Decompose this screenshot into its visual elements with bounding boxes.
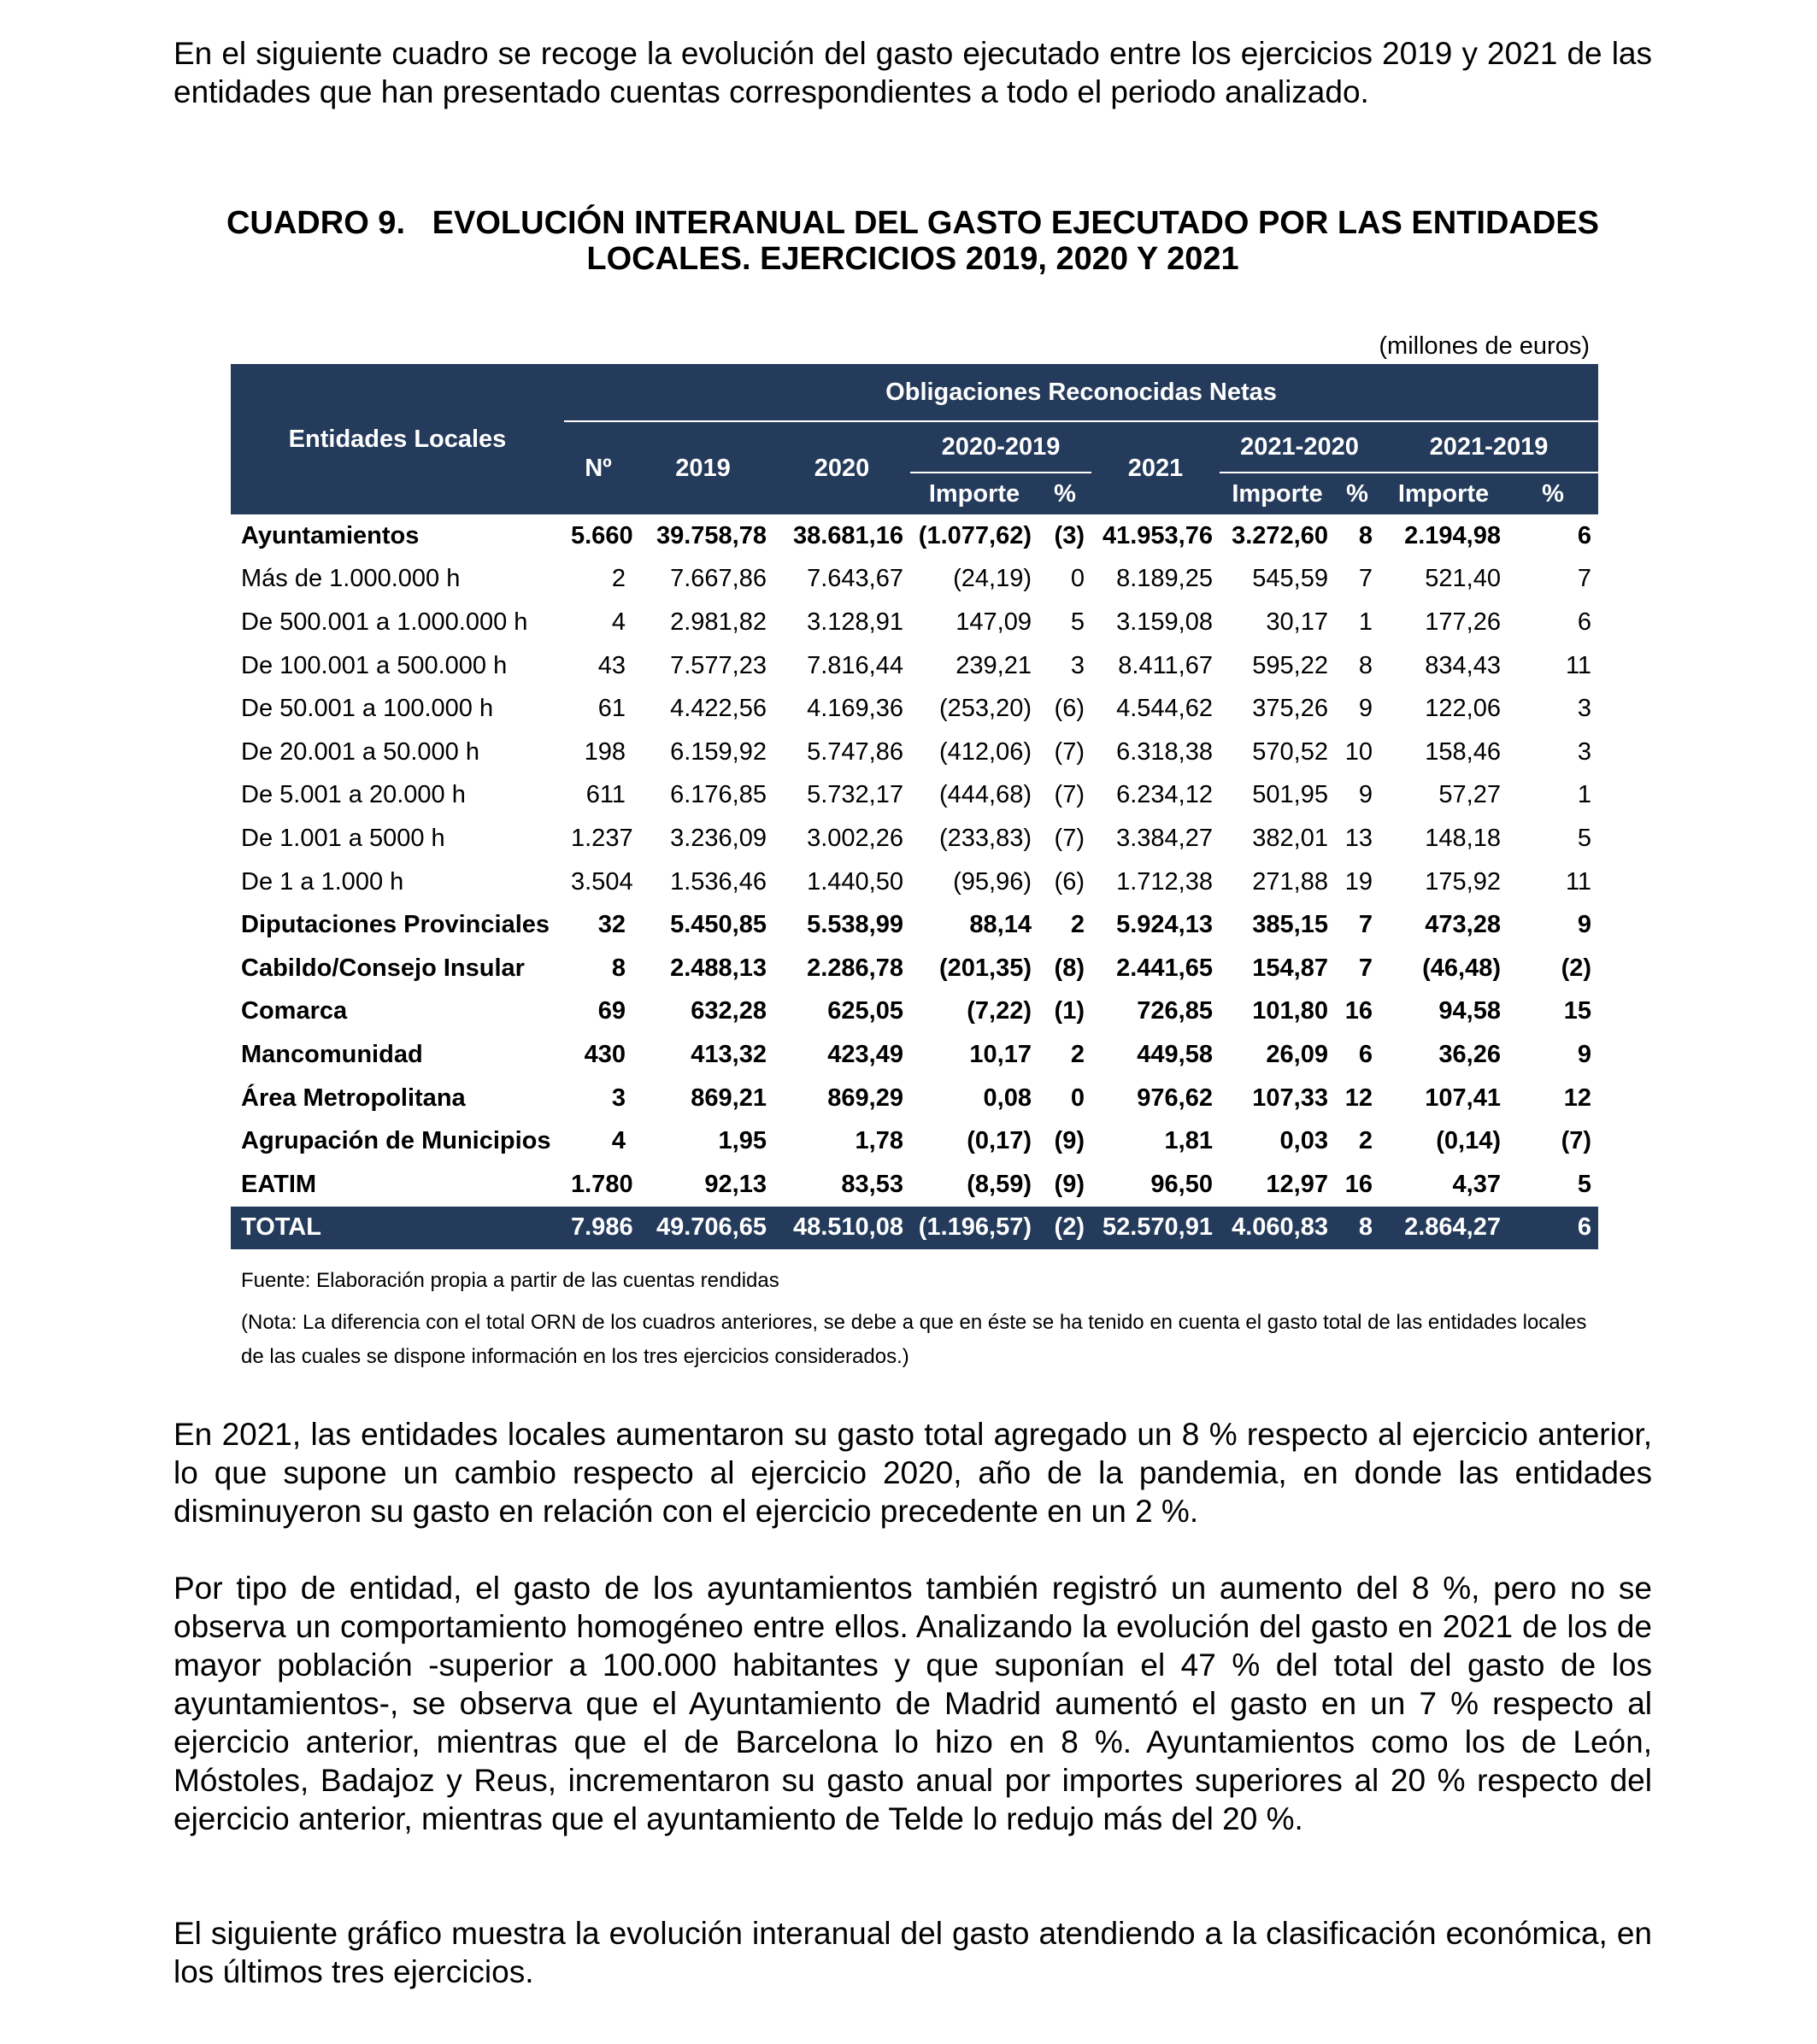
row-cell: 4.544,62: [1116, 695, 1213, 723]
row-entity-name: De 20.001 a 50.000 h: [241, 737, 479, 766]
header-importe: Importe: [910, 473, 1038, 514]
row-cell: 545,59: [1252, 565, 1328, 593]
row-cell: 198: [584, 737, 626, 766]
row-cell: 15: [1563, 997, 1592, 1025]
row-cell: 423,49: [827, 1040, 903, 1068]
row-cell: 8: [1358, 521, 1373, 549]
paragraph-2: Por tipo de entidad, el gasto de los ayuntamientos también registró un aumento del 8 %, pero no se observa un comportamiento homogéneo entre ellos. Analizando la evolución del gasto en 2021 de los de mayor población -superior a 100.000 habitantes y que suponían el 47 % del total del gasto de los ayuntamientos-, se observa que el Ayuntamiento de Madrid aumentó el gasto en un 7 % respecto al ejercicio anterior, mientras que el de Barcelona lo hizo en 8 %. Ayuntamientos como los de León, Móstoles, Badajoz y Reus, incrementaron su gasto anual por importes superiores al 20 % respecto del ejercicio anterior, mientras que el ayuntamiento de Telde lo redujo más del 20 %.: [173, 1571, 1652, 1836]
row-cell: (3): [1054, 521, 1085, 549]
row-cell: 473,28: [1425, 911, 1501, 939]
row-cell: 1: [1358, 608, 1373, 636]
row-cell: (1): [1054, 997, 1085, 1025]
row-cell: 3: [1577, 737, 1592, 766]
row-cell: 30,17: [1266, 608, 1328, 636]
row-cell: 5.747,86: [807, 737, 903, 766]
row-cell: 5: [1577, 1170, 1592, 1198]
row-cell: 726,85: [1137, 997, 1213, 1025]
row-cell: 41.953,76: [1102, 521, 1213, 549]
row-cell: 413,32: [691, 1040, 767, 1068]
row-cell: 271,88: [1252, 867, 1328, 896]
table-title-line2: LOCALES. EJERCICIOS 2019, 2020 Y 2021: [586, 241, 1239, 277]
total-cell: 49.706,65: [632, 1207, 773, 1250]
row-cell: 148,18: [1425, 824, 1501, 852]
row-entity-name: EATIM: [241, 1170, 317, 1198]
row-cell: 4.422,56: [670, 695, 767, 723]
row-cell: 5.924,13: [1116, 911, 1213, 939]
table-row: [231, 644, 1598, 688]
row-cell: 6.318,38: [1116, 737, 1213, 766]
row-cell: 9: [1577, 1040, 1592, 1068]
row-cell: (6): [1054, 867, 1085, 896]
row-cell: 0,08: [983, 1084, 1032, 1112]
row-cell: 834,43: [1425, 651, 1501, 679]
row-cell: 976,62: [1137, 1084, 1213, 1112]
row-cell: 7.667,86: [670, 565, 767, 593]
header-2020-2019: 2020-2019: [910, 421, 1091, 473]
total-cell: (1.196,57): [910, 1207, 1038, 1250]
row-cell: 177,26: [1425, 608, 1501, 636]
row-cell: 6.176,85: [670, 781, 767, 809]
row-cell: 3: [611, 1084, 626, 1112]
table-row: [231, 1163, 1598, 1207]
row-cell: 449,58: [1137, 1040, 1213, 1068]
row-cell: 38.681,16: [792, 521, 903, 549]
row-cell: 96,50: [1150, 1170, 1213, 1198]
row-cell: 0: [1070, 565, 1085, 593]
row-cell: 1.237: [571, 824, 633, 852]
total-cell: 2.864,27: [1379, 1207, 1508, 1250]
header-n: Nº: [564, 421, 632, 514]
row-cell: 8.189,25: [1116, 565, 1213, 593]
row-cell: 2.488,13: [670, 954, 767, 982]
row-cell: 1,81: [1164, 1127, 1213, 1155]
row-entity-name: Más de 1.000.000 h: [241, 565, 461, 593]
row-cell: 6: [1358, 1040, 1373, 1068]
row-cell: 239,21: [956, 651, 1032, 679]
row-cell: 595,22: [1252, 651, 1328, 679]
row-cell: 10,17: [969, 1040, 1032, 1068]
total-row: [231, 1207, 1598, 1250]
row-cell: 1.536,46: [670, 867, 767, 896]
table-title-line1: CUADRO 9. EVOLUCIÓN INTERANUAL DEL GASTO EJECUTADO POR LAS ENTIDADES: [226, 205, 1599, 241]
row-cell: 154,87: [1252, 954, 1328, 982]
table-row: [231, 687, 1598, 731]
row-cell: 83,53: [841, 1170, 903, 1198]
table-row: [231, 860, 1598, 904]
row-cell: 7: [1358, 911, 1373, 939]
table-body: [231, 514, 1598, 1249]
row-cell: (46,48): [1422, 954, 1501, 982]
row-cell: 57,27: [1438, 781, 1501, 809]
row-entity-name: De 1.001 a 5000 h: [241, 824, 445, 852]
row-cell: 61: [597, 695, 626, 723]
row-cell: (253,20): [938, 695, 1032, 723]
row-cell: 1.780: [571, 1170, 633, 1198]
row-cell: (9): [1054, 1170, 1085, 1198]
row-cell: 92,13: [704, 1170, 767, 1198]
row-cell: 7: [1358, 954, 1373, 982]
row-cell: (2): [1561, 954, 1592, 982]
row-cell: 3.272,60: [1232, 521, 1328, 549]
table-note-line2: de las cuales se dispone información en los tres ejercicios considerados.): [241, 1345, 909, 1368]
row-cell: 43: [597, 651, 626, 679]
row-cell: (95,96): [953, 867, 1032, 896]
row-cell: 1: [1577, 781, 1592, 809]
row-cell: 9: [1577, 911, 1592, 939]
expense-table: [231, 364, 1598, 1249]
row-cell: 385,15: [1252, 911, 1328, 939]
table-row: [231, 774, 1598, 818]
table-row: [231, 1077, 1598, 1120]
row-cell: 0,03: [1279, 1127, 1328, 1155]
row-cell: 12: [1563, 1084, 1592, 1112]
table-row: [231, 947, 1598, 990]
row-cell: 19: [1344, 867, 1373, 896]
row-cell: 2.286,78: [807, 954, 903, 982]
row-cell: 521,40: [1425, 565, 1501, 593]
row-cell: 2.441,65: [1116, 954, 1213, 982]
row-cell: (233,83): [938, 824, 1032, 852]
row-cell: 3.159,08: [1116, 608, 1213, 636]
total-cell: 48.510,08: [773, 1207, 910, 1250]
header-orn: Obligaciones Reconocidas Netas: [564, 364, 1598, 421]
paragraph-1: En 2021, las entidades locales aumentaron su gasto total agregado un 8 % respecto al ejercicio anterior, lo que supone un cambio respecto al ejercicio 2020, año de la pandemia, en donde las entidades disminuyeron su gasto en relación con el ejercicio precedente en un 2 %.: [173, 1417, 1652, 1529]
row-cell: 7.643,67: [807, 565, 903, 593]
row-cell: 2: [611, 565, 626, 593]
row-entity-name: Cabildo/Consejo Insular: [241, 954, 525, 982]
total-label: TOTAL: [231, 1207, 564, 1250]
row-cell: 11: [1565, 867, 1592, 896]
total-cell: 6: [1508, 1207, 1598, 1250]
header-pct: %: [1508, 473, 1598, 514]
total-cell: 4.060,83: [1220, 1207, 1335, 1250]
table-row: [231, 731, 1598, 774]
row-entity-name: De 500.001 a 1.000.000 h: [241, 608, 528, 636]
row-cell: 8.411,67: [1118, 651, 1213, 679]
total-cell: 52.570,91: [1091, 1207, 1220, 1250]
row-cell: 0: [1070, 1084, 1085, 1112]
row-cell: 1,78: [855, 1127, 903, 1155]
row-cell: 5.732,17: [807, 781, 903, 809]
row-cell: 8: [611, 954, 626, 982]
row-cell: (9): [1054, 1127, 1085, 1155]
header-2020: 2020: [773, 421, 910, 514]
row-cell: 36,26: [1438, 1040, 1501, 1068]
row-entity-name: Agrupación de Municipios: [241, 1127, 551, 1155]
row-cell: 3.002,26: [807, 824, 903, 852]
row-cell: 632,28: [691, 997, 767, 1025]
row-cell: (7): [1561, 1127, 1592, 1155]
row-entity-name: De 5.001 a 20.000 h: [241, 781, 466, 809]
total-cell: (2): [1038, 1207, 1091, 1250]
header-2019: 2019: [632, 421, 773, 514]
row-cell: 16: [1344, 997, 1373, 1025]
row-cell: 3: [1070, 651, 1085, 679]
row-cell: 3.504: [571, 867, 633, 896]
row-cell: 6: [1577, 608, 1592, 636]
row-cell: 107,33: [1252, 1084, 1328, 1112]
row-cell: 1.712,38: [1116, 867, 1213, 896]
row-cell: 2: [1070, 911, 1085, 939]
row-cell: (24,19): [953, 565, 1032, 593]
row-cell: 147,09: [956, 608, 1032, 636]
row-cell: 88,14: [969, 911, 1032, 939]
row-cell: 8: [1358, 651, 1373, 679]
row-cell: 4: [611, 1127, 626, 1155]
row-cell: 32: [597, 911, 626, 939]
row-cell: (8,59): [967, 1170, 1032, 1198]
header-pct: %: [1335, 473, 1379, 514]
row-cell: 10: [1344, 737, 1373, 766]
row-cell: 6.159,92: [670, 737, 767, 766]
row-cell: (0,14): [1436, 1127, 1501, 1155]
row-cell: 158,46: [1425, 737, 1501, 766]
table-row: [231, 514, 1598, 558]
row-cell: 375,26: [1252, 695, 1328, 723]
header-entidades: Entidades Locales: [231, 364, 564, 514]
row-cell: 39.758,78: [656, 521, 767, 549]
row-entity-name: Área Metropolitana: [241, 1084, 466, 1112]
row-cell: 26,09: [1266, 1040, 1328, 1068]
row-cell: 6.234,12: [1116, 781, 1213, 809]
row-cell: 869,21: [691, 1084, 767, 1112]
row-cell: 5: [1070, 608, 1085, 636]
table-note-line1: (Nota: La diferencia con el total ORN de los cuadros anteriores, se debe a que en éste se ha tenido en cuenta el gasto total de las entidades locales: [241, 1311, 1587, 1334]
row-cell: (0,17): [967, 1127, 1032, 1155]
row-cell: 4.169,36: [807, 695, 903, 723]
row-cell: 13: [1344, 824, 1373, 852]
paragraph-3: El siguiente gráfico muestra la evolución interanual del gasto atendiendo a la clasificación económica, en los últimos tres ejercicios.: [173, 1916, 1652, 1989]
row-cell: 7: [1577, 565, 1592, 593]
row-cell: 94,58: [1438, 997, 1501, 1025]
row-cell: 1,95: [718, 1127, 767, 1155]
row-cell: 122,06: [1425, 695, 1501, 723]
row-cell: 5.660: [571, 521, 633, 549]
row-cell: 3.236,09: [670, 824, 767, 852]
row-cell: 16: [1344, 1170, 1373, 1198]
header-importe: Importe: [1220, 473, 1335, 514]
row-cell: (7): [1054, 737, 1085, 766]
row-cell: 175,92: [1425, 867, 1501, 896]
row-cell: 101,80: [1252, 997, 1328, 1025]
row-entity-name: De 50.001 a 100.000 h: [241, 695, 494, 723]
units-label: (millones de euros): [1379, 332, 1590, 360]
row-cell: (412,06): [938, 737, 1032, 766]
row-cell: 2: [1070, 1040, 1085, 1068]
row-entity-name: Mancomunidad: [241, 1040, 423, 1068]
header-importe: Importe: [1379, 473, 1508, 514]
row-cell: 2: [1358, 1127, 1373, 1155]
header-2021-2020: 2021-2020: [1220, 421, 1379, 473]
row-cell: 382,01: [1252, 824, 1328, 852]
row-entity-name: Comarca: [241, 997, 348, 1025]
row-cell: 69: [597, 997, 626, 1025]
row-cell: (8): [1054, 954, 1085, 982]
row-cell: 9: [1358, 781, 1373, 809]
row-cell: 2.981,82: [670, 608, 767, 636]
row-cell: 869,29: [827, 1084, 903, 1112]
table-row: [231, 990, 1598, 1034]
row-cell: 611: [585, 781, 626, 809]
table-title: [173, 205, 1652, 277]
header-2021-2019: 2021-2019: [1379, 421, 1598, 473]
table-row: [231, 558, 1598, 602]
row-cell: 5: [1577, 824, 1592, 852]
row-cell: (444,68): [938, 781, 1032, 809]
table-row: [231, 1119, 1598, 1163]
total-cell: 8: [1335, 1207, 1379, 1250]
row-entity-name: Diputaciones Provinciales: [241, 911, 550, 939]
row-cell: 1.440,50: [807, 867, 903, 896]
row-cell: 9: [1358, 695, 1373, 723]
total-cell: 7.986: [564, 1207, 632, 1250]
header-pct: %: [1038, 473, 1091, 514]
table-row: [231, 903, 1598, 947]
row-cell: (201,35): [938, 954, 1032, 982]
row-entity-name: Ayuntamientos: [241, 521, 420, 549]
row-cell: 4: [611, 608, 626, 636]
row-cell: 7: [1358, 565, 1373, 593]
row-cell: 7.577,23: [670, 651, 767, 679]
row-cell: 107,41: [1425, 1084, 1501, 1112]
row-cell: 3.384,27: [1116, 824, 1213, 852]
row-cell: (7,22): [967, 997, 1032, 1025]
row-cell: 501,95: [1252, 781, 1328, 809]
table-note: [241, 1306, 1608, 1374]
row-cell: 625,05: [827, 997, 903, 1025]
row-cell: 3: [1577, 695, 1592, 723]
row-cell: 430: [584, 1040, 626, 1068]
row-cell: (7): [1054, 824, 1085, 852]
row-cell: 570,52: [1252, 737, 1328, 766]
row-cell: 5.450,85: [670, 911, 767, 939]
row-entity-name: De 100.001 a 500.000 h: [241, 651, 508, 679]
row-cell: (1.077,62): [918, 521, 1032, 549]
row-cell: 11: [1565, 651, 1592, 679]
row-cell: 6: [1577, 521, 1592, 549]
row-cell: 3.128,91: [807, 608, 903, 636]
table-row: [231, 817, 1598, 860]
row-cell: (7): [1054, 781, 1085, 809]
table-row: [231, 1033, 1598, 1077]
row-entity-name: De 1 a 1.000 h: [241, 867, 404, 896]
row-cell: 4,37: [1452, 1170, 1501, 1198]
source-note: Fuente: Elaboración propia a partir de las cuentas rendidas: [241, 1269, 779, 1292]
table-row: [231, 601, 1598, 644]
row-cell: (6): [1054, 695, 1085, 723]
row-cell: 2.194,98: [1404, 521, 1501, 549]
row-cell: 5.538,99: [807, 911, 903, 939]
row-cell: 7.816,44: [807, 651, 903, 679]
row-cell: 12,97: [1266, 1170, 1328, 1198]
header-2021: 2021: [1091, 421, 1220, 514]
row-cell: 12: [1344, 1084, 1373, 1112]
intro-paragraph: En el siguiente cuadro se recoge la evolución del gasto ejecutado entre los ejercicios 2019 y 2021 de las entidades que han presentado cuentas correspondientes a todo el periodo analizado.: [173, 36, 1652, 109]
